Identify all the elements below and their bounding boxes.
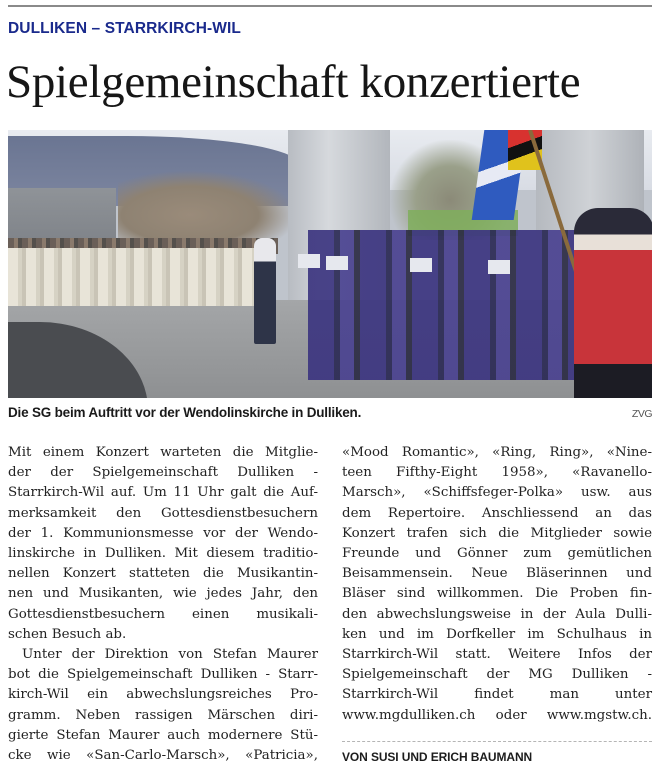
photo-music-stand [488, 260, 510, 274]
text-line: Starrkirch-Wil findet man unter [342, 687, 652, 703]
text-line: linskirche in Dulliken. Mit diesem traditio- [8, 546, 318, 562]
text-line: den abwechslungsweise in der Aula Dulli- [342, 606, 652, 622]
text-line: Beisammensein. Neue Bläserinnen und [342, 566, 652, 582]
text-line: Starrkirch-Wil statt. Weitere Infos der [342, 647, 652, 663]
text-line: merksamkeit den Gottesdienstbesuchern [8, 505, 318, 521]
photo-music-stand [326, 256, 348, 270]
photo-credit: ZVG [631, 408, 652, 420]
photo-communion-children [8, 248, 270, 306]
section-kicker: DULLIKEN – STARRKIRCH-WIL [8, 20, 241, 37]
text-line: www.mgdulliken.ch oder www.mgstw.ch. [342, 707, 652, 723]
text-line: Starrkirch-Wil auf. Um 11 Uhr galt die Auf- [8, 485, 318, 501]
photo-music-stand [298, 254, 320, 268]
text-line: gramm. Neben rassigen Märschen diri- [8, 707, 318, 723]
article-column-right [342, 443, 652, 726]
photo-caption: Die SG beim Auftritt vor der Wendolinskirche in Dulliken. [8, 405, 362, 420]
text-line: Freunde und Gönner zum gemütlichen [342, 546, 652, 562]
text-line: dem Repertoire. Anschliessend an das [342, 505, 652, 521]
text-line: Gottesdienstbesuchern einen musikali- [8, 606, 318, 622]
text-line: Mit einem Konzert warteten die Mitglie- [8, 445, 318, 460]
text-line: Marsch», «Schiffsfeger-Polka» usw. aus [342, 485, 652, 501]
photo-band [308, 230, 588, 380]
text-line: nen und Musikanten, wie jedes Jahr, den [8, 586, 318, 602]
text-line: bot die Spielgemeinschaft Dulliken - Starr- [8, 667, 318, 683]
text-line: schen Besuch ab. [8, 626, 127, 642]
byline: VON SUSI UND ERICH BAUMANN [342, 750, 533, 764]
text-line: nellen Konzert statteten die Musikantin- [8, 566, 318, 582]
text-line: Bläser sind willkommen. Die Proben fin- [342, 586, 652, 602]
text-line: der 1. Kommunionsmesse vor der Wendo- [8, 525, 318, 541]
article-paragraph [8, 443, 318, 645]
text-line: Spielgemeinschaft der MG Dulliken - [342, 667, 652, 683]
text-line: kirch-Wil ein abwechslungsreiches Pro- [8, 687, 318, 703]
photo-flag-bearer [574, 208, 652, 398]
text-line: Unter der Direktion von Stefan Maurer [22, 647, 318, 663]
text-line: «Mood Romantic», «Ring, Ring», «Nine- [342, 445, 652, 460]
photo-music-stand [410, 258, 432, 272]
article-column-left [8, 443, 318, 766]
photo-conductor [254, 238, 276, 344]
text-line: cke wie «San-Carlo-Marsch», «Patricia», [8, 748, 318, 764]
text-line: teen Fifthy-Eight 1958», «Ravanello- [342, 465, 652, 481]
byline-divider [342, 741, 652, 742]
article-photo [8, 130, 652, 398]
article-paragraph [342, 443, 652, 726]
article-paragraph [8, 645, 318, 766]
text-line: Konzert trafen sich die Mitglieder sowie [342, 525, 652, 541]
headline: Spielgemeinschaft konzertierte [6, 56, 581, 108]
text-line: der der Spielgemeinschaft Dulliken - [8, 465, 318, 481]
text-line: gierte Stefan Maurer auch modernere Stü- [8, 727, 318, 743]
text-line: ken und im Dorfkeller im Schulhaus in [342, 626, 652, 642]
top-rule [8, 5, 652, 7]
